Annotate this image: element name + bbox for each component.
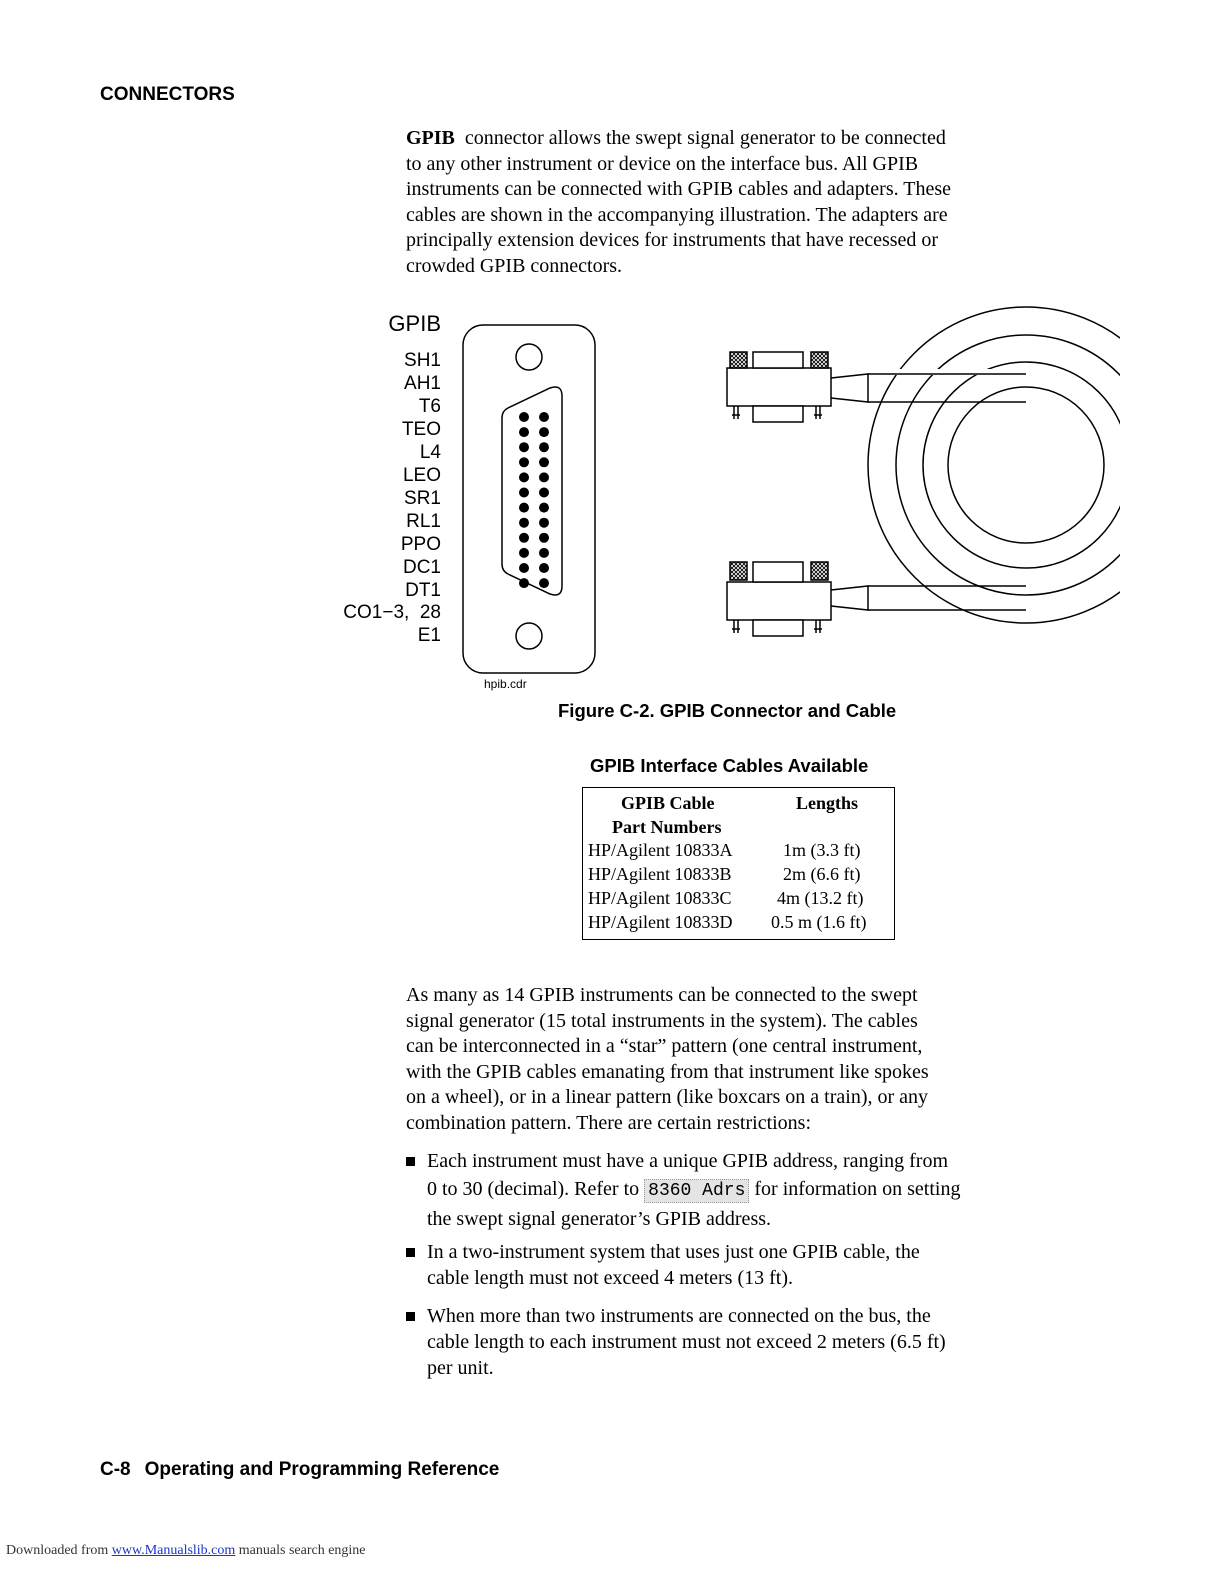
intro-line-1: to any other instrument or device on the interface bus. All GPIB xyxy=(406,152,919,175)
connector-pin xyxy=(539,442,549,452)
connector-pin xyxy=(539,412,549,422)
capability-label: T6 xyxy=(418,396,441,417)
body-line-0: As many as 14 GPIB instruments can be connected to the swept xyxy=(406,984,918,1006)
table-title: GPIB Interface Cables Available xyxy=(590,755,869,776)
manualslib-link[interactable]: www.Manualslib.com xyxy=(111,1543,236,1558)
figure-file-label: hpib.cdr xyxy=(484,677,527,691)
table-header-part-line2: Part Numbers xyxy=(612,817,722,837)
capability-label: CO1−3, 28 xyxy=(343,602,441,623)
gpib-connector-drawing xyxy=(463,325,595,673)
table-header-lengths: Lengths xyxy=(796,793,859,813)
connector-pin xyxy=(519,427,529,437)
connector-pin xyxy=(519,472,529,482)
connector-pin xyxy=(519,488,529,498)
connector-pin xyxy=(519,518,529,528)
connector-pin xyxy=(539,518,549,528)
download-prefix: Downloaded from xyxy=(6,1543,109,1558)
bullet-line: per unit. xyxy=(427,1357,494,1379)
download-suffix: manuals search engine xyxy=(238,1543,366,1558)
capability-label: SH1 xyxy=(404,350,441,371)
connector-pin xyxy=(519,533,529,543)
connector-pin xyxy=(519,548,529,558)
bullet-line: cable length to each instrument must not exceed 2 meters (6.5 ft) xyxy=(427,1331,946,1353)
intro-line-3: cables are shown in the accompanying illustration. The adapters are xyxy=(406,203,948,226)
capability-label: L4 xyxy=(419,442,441,463)
connector-pin xyxy=(539,472,549,482)
bullet-square-icon xyxy=(406,1312,415,1321)
capability-label: PPO xyxy=(400,534,441,555)
gpib-cable-drawing xyxy=(727,307,1120,636)
capability-label: AH1 xyxy=(404,373,441,394)
connector-pin xyxy=(539,457,549,467)
table-cell-length: 0.5 m (1.6 ft) xyxy=(771,912,867,932)
bullet-line: When more than two instruments are connected on the bus, the xyxy=(427,1305,931,1327)
bullet-square-icon xyxy=(406,1248,415,1257)
connector-pins xyxy=(519,412,549,588)
connector-pin xyxy=(539,427,549,437)
connector-pin xyxy=(539,488,549,498)
connector-pin xyxy=(539,578,549,588)
body-paragraph xyxy=(406,983,1076,1137)
intro-line-0: connector allows the swept signal generator to be connected xyxy=(464,127,946,149)
body-line-1: signal generator (15 total instruments in the system). The cables xyxy=(406,1009,918,1032)
footer-title: Operating and Programming Reference xyxy=(144,1459,500,1480)
table-cell-part: HP/Agilent 10833D xyxy=(588,912,733,932)
body-line-2: can be interconnected in a “star” pattern (one central instrument, xyxy=(406,1035,923,1058)
capability-label: E1 xyxy=(417,625,441,646)
table-cell-length: 4m (13.2 ft) xyxy=(777,888,864,908)
bullet-line: 0 to 30 (decimal). Refer to xyxy=(427,1178,640,1200)
intro-paragraph xyxy=(406,126,1076,280)
body-line-5: combination pattern. There are certain restrictions: xyxy=(406,1111,812,1134)
connector-pin xyxy=(519,578,529,588)
connector-pin xyxy=(539,563,549,573)
capability-label: RL1 xyxy=(406,511,441,532)
capability-label: DC1 xyxy=(402,557,441,578)
figure-caption: Figure C-2. GPIB Connector and Cable xyxy=(558,700,897,721)
download-note xyxy=(6,1543,366,1559)
body-line-4: on a wheel), or in a linear pattern (like boxcars on a train), or any xyxy=(406,1086,929,1109)
connector-pin xyxy=(539,533,549,543)
bullet-line: the swept signal generator’s GPIB address. xyxy=(427,1208,772,1230)
cable-table xyxy=(582,787,895,940)
intro-line-2: instruments can be connected with GPIB cables and adapters. These xyxy=(406,178,952,201)
table-cell-length: 1m (3.3 ft) xyxy=(783,840,861,860)
connector-pin xyxy=(519,563,529,573)
connector-pin xyxy=(539,503,549,513)
intro-line-5: crowded GPIB connectors. xyxy=(406,254,623,277)
softkey-8360-adrs: 8360 Adrs xyxy=(644,1179,749,1203)
connector-pin xyxy=(539,548,549,558)
intro-line-4: principally extension devices for instruments that have recessed or xyxy=(406,229,939,252)
body-line-3: with the GPIB cables emanating from that instrument like spokes xyxy=(406,1060,929,1083)
table-cell-length: 2m (6.6 ft) xyxy=(783,864,861,884)
connector-pin xyxy=(519,503,529,513)
page-number: C-8 xyxy=(100,1459,131,1480)
capability-label: SR1 xyxy=(404,488,441,509)
bullet-line: Each instrument must have a unique GPIB address, ranging from xyxy=(427,1150,948,1172)
connector-pin xyxy=(519,457,529,467)
capability-label: DT1 xyxy=(405,580,441,601)
page-footer xyxy=(100,1459,499,1481)
connector-title: GPIB xyxy=(388,311,441,336)
bullet-line: for information on setting xyxy=(754,1178,961,1200)
intro-lead: GPIB xyxy=(406,127,455,149)
bullet-line: In a two-instrument system that uses just one GPIB cable, the xyxy=(427,1241,920,1263)
bullet-line: cable length must not exceed 4 meters (13 ft). xyxy=(427,1267,793,1289)
table-cell-part: HP/Agilent 10833B xyxy=(588,864,732,884)
table-cell-part: HP/Agilent 10833A xyxy=(588,840,733,860)
bullet-square-icon xyxy=(406,1157,415,1166)
capability-label: LEO xyxy=(402,465,441,486)
table-header-part: GPIB Cable xyxy=(621,793,715,813)
table-cell-part: HP/Agilent 10833C xyxy=(588,888,732,908)
gpib-figure xyxy=(300,300,1120,700)
connector-pin xyxy=(519,442,529,452)
capability-label: TEO xyxy=(401,419,441,440)
section-header: CONNECTORS xyxy=(100,84,235,105)
connector-pin xyxy=(519,412,529,422)
